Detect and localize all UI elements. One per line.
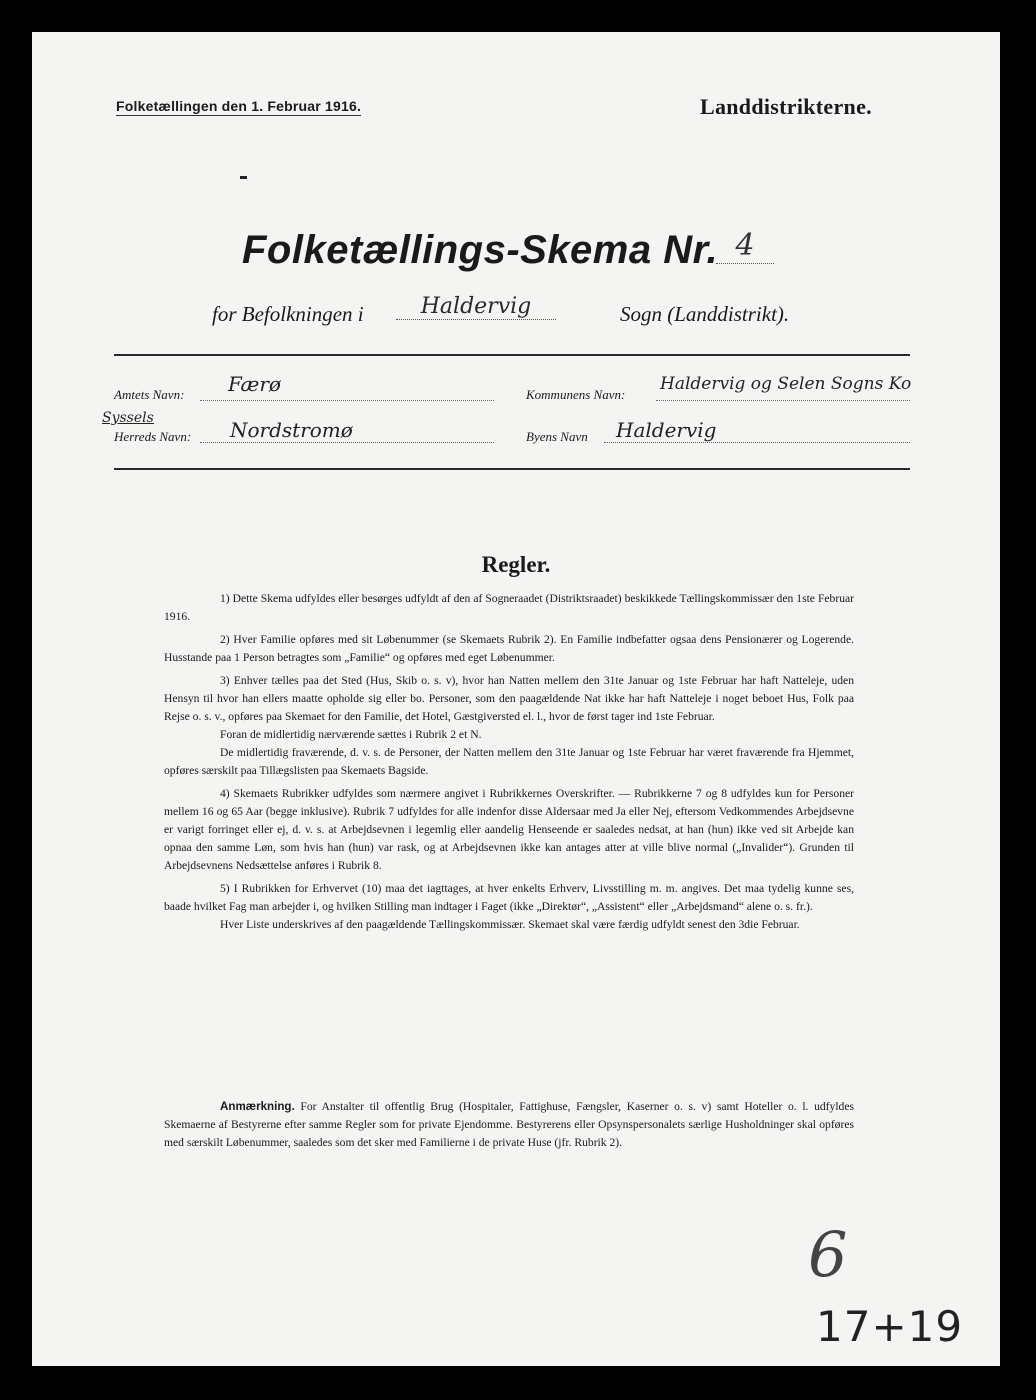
form-number-field: 4: [716, 228, 774, 264]
census-form-page: [32, 32, 1000, 1366]
rule-1: 1) Dette Skema udfyldes eller besørges udfyldt af den af Sogneraadet (Distriktsraadet) beskikkede Tællingskommissær den 1ste Februar 1916.: [164, 592, 854, 623]
kommune-dotted-line: [656, 400, 910, 401]
amt-dotted-line: [200, 400, 494, 401]
rules-body: [164, 590, 854, 939]
parish-name-field: Haldervig: [396, 294, 556, 320]
rule-5-signature: Hver Liste underskrives af den paagældende Tællingskommissær. Skemaet skal være færdig udfyldt senest den 3die Februar.: [220, 918, 800, 931]
form-title: Folketællings-Skema Nr.: [242, 228, 719, 272]
by-dotted-line: [604, 442, 910, 443]
rule-5: 5) I Rubrikken for Erhvervet (10) maa det iagttages, at hver enkelts Erhverv, Livsstilling m. m. angives. Det maa tydelig kunne ses, baade hvilket Fag man arbejder i, og hvilken Stilling man indtager i Faget (ikke „Direktør“, „Assistent“ eller „Arbejdsmand“ alene o. s. fr.).: [164, 882, 854, 913]
district-type-header: Landdistrikterne.: [700, 94, 872, 119]
rule-2: 2) Hver Familie opføres med sit Løbenummer (se Skemaets Rubrik 2). En Familie indbefatter ogsaa dens Pensionærer og Logerende. Husstande paa 1 Person betragtes som „Familie“ og opføres med eget Løbenummer.: [164, 633, 854, 664]
by-value: Haldervig: [616, 418, 717, 442]
rule-3-absent: De midlertidig fraværende, d. v. s. de Personer, der Natten mellem den 31te Januar og 1ste Februar har været fraværende fra Hjemmet, opføres særskilt paa Tillægslisten paa Skemaets Bagside.: [164, 746, 854, 777]
herred-label: Herreds Navn:: [114, 429, 192, 444]
ink-mark: [240, 176, 247, 179]
by-label: Byens Navn: [526, 429, 588, 444]
subtitle-prefix: for Befolkningen i: [212, 302, 364, 326]
rule-3: 3) Enhver tælles paa det Sted (Hus, Skib o. s. v), hvor han Natten mellem den 31te Januar og 1ste Februar har haft Natteleje, uden Hensyn til hvor han ellers maatte opholde sig eller bo. Personer, som den paagældende Nat ikke har haft Natteleje i noget beboet Hus, Folk paa Rejse o. s. v., opføres paa Skemaet for den Familie, det Hotel, Gæstgiversted el. l., hvor de først tager ind 1ste Februar.: [164, 674, 854, 723]
remark-block: [164, 1098, 854, 1152]
amt-value: Færø: [228, 372, 281, 396]
subtitle-suffix: Sogn (Landdistrikt).: [620, 302, 790, 326]
bottom-divider: [114, 468, 910, 470]
herred-value: Nordstromø: [230, 418, 353, 442]
census-date-header: Folketællingen den 1. Februar 1916.: [116, 98, 362, 114]
remark-heading: Anmærkning.: [220, 1100, 295, 1113]
amt-label: Amtets Navn:: [114, 387, 185, 402]
rules-heading: Regler.: [481, 552, 551, 577]
handwritten-reference-number: 17+19: [816, 1302, 964, 1351]
kommune-label: Kommunens Navn:: [526, 387, 626, 402]
rule-3-present: Foran de midlertidig nærværende sættes i Rubrik 2 et N.: [220, 728, 482, 741]
kommune-value: Haldervig og Selen Sogns Ko: [660, 374, 912, 394]
rule-4: 4) Skemaets Rubrikker udfyldes som nærmere angivet i Rubrikkernes Overskrifter. — Rubrikkerne 7 og 8 udfyldes kun for Personer mellem 16 og 65 Aar (begge inklusive). Rubrik 7 udfyldes for alle indenfor disse Aldersaar med Ja eller Nej, eftersom Vedkommendes Arbejdsevne er varigt forringet eller ej, d. v. s. at Arbejdsevnen i legemlig eller aandelig Henseende er saaledes nedsat, at han (hun) ikke ved sit Arbejde kan opnaa den samme Løn, som hvis han (hun) var rask, og at Arbejdsevnen ikke kan antages atter at ville blive normal („Invalider“). Grunden til Arbejdsevnens Nedsættelse anføres i Rubrik 8.: [164, 787, 854, 872]
herred-correction: Syssels: [102, 410, 154, 426]
top-divider: [114, 354, 910, 356]
remark-text: For Anstalter til offentlig Brug (Hospitaler, Fattighuse, Fængsler, Kaserner o. s. v) samt Hoteller o. l. udfyldes Skemaerne af Bestyrerne efter samme Regler som for private Ejendomme. Bestyrerens eller Opsynspersonalets særlige Husholdninger skal opføres med særskilt Løbenummer, saaledes som det sker med Familierne i de private Huse (jfr. Rubrik 2).: [164, 1100, 854, 1149]
handwritten-page-number: 6: [808, 1218, 848, 1291]
herred-dotted-line: [200, 442, 494, 443]
